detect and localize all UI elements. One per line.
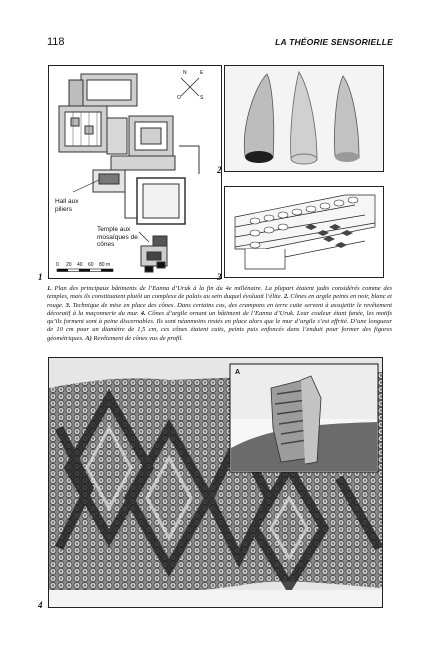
label-temple-mosaiques: Temple aux mosaïques de cônes <box>97 226 138 248</box>
scale-tick-0: 0 <box>56 262 59 268</box>
compass-label-s: S <box>200 95 204 101</box>
compass-label-n: N <box>183 70 187 76</box>
caption-text-a: Revêtement de cônes vus de profil. <box>91 334 184 342</box>
caption-num-2: 2. <box>283 293 289 301</box>
figure-1-plan <box>48 65 222 279</box>
caption-text-1: Plan des principaux bâtiments de l’Eanna d’Uruk à la fin du 4e millénaire. La plupart étaient jadis considérés comme des temples, mais ils constituaient plutôt un complexe de palais au sein duquel évoluait l’élite. <box>47 285 392 301</box>
running-head: LA THÉORIE SENSORIELLE <box>275 37 393 47</box>
caption-text-4: Cônes d’argile ornant un bâtiment de l’Eanna d’Uruk. Leur couleur étant fanée, les motifs qu’ils forment sont à peine discernables. Ils sont néanmoins restés en place alors que le mur d’argile s’est effrité. D’une longueur de 10 cm pour un diamètre de 1,5 cm, ces cônes étaient cuits, peints puis enfoncés dans l’enduit pour former des figures géométriques. <box>47 309 393 342</box>
caption-num-4: 4. <box>140 309 146 317</box>
cone-mosaic-wall-image <box>49 358 382 607</box>
cone-technique-image <box>225 187 383 277</box>
scale-tick-80m: 80 m <box>99 262 111 268</box>
inset-label-a: A <box>235 369 241 376</box>
caption-num-1: 1. <box>47 285 52 292</box>
caption-num-3: 3. <box>65 301 71 309</box>
scale-tick-60: 60 <box>88 262 94 268</box>
label-hall-aux-piliers: Hall aux piliers <box>55 198 79 213</box>
figure-4-mosaic-photo <box>48 357 383 608</box>
clay-cones-image <box>225 66 383 171</box>
scale-tick-40: 40 <box>77 262 83 268</box>
figure-2-number: 2 <box>217 165 222 175</box>
compass-label-o: O <box>177 95 181 101</box>
compass-label-e: E <box>200 70 204 76</box>
figure-3-technique-drawing <box>224 186 384 278</box>
caption-num-a: A) <box>85 334 92 342</box>
figure-caption <box>47 285 392 343</box>
scale-tick-20: 20 <box>66 262 72 268</box>
caption-text-2: Cônes en argile peints en noir, blanc et rouge. <box>47 293 392 309</box>
figure-4-number: 4 <box>38 600 43 610</box>
caption-text-3: Technique de mise en place des cônes. Dans certains cas, des crampons en terre cuite servent à assujettir le revêtement décoratif à la maçonnerie du mur. <box>47 301 392 317</box>
figure-2-cones-photo <box>224 65 384 172</box>
page-number: 118 <box>47 36 65 48</box>
figure-3-number: 3 <box>217 272 222 282</box>
figure-1-number: 1 <box>38 272 43 282</box>
